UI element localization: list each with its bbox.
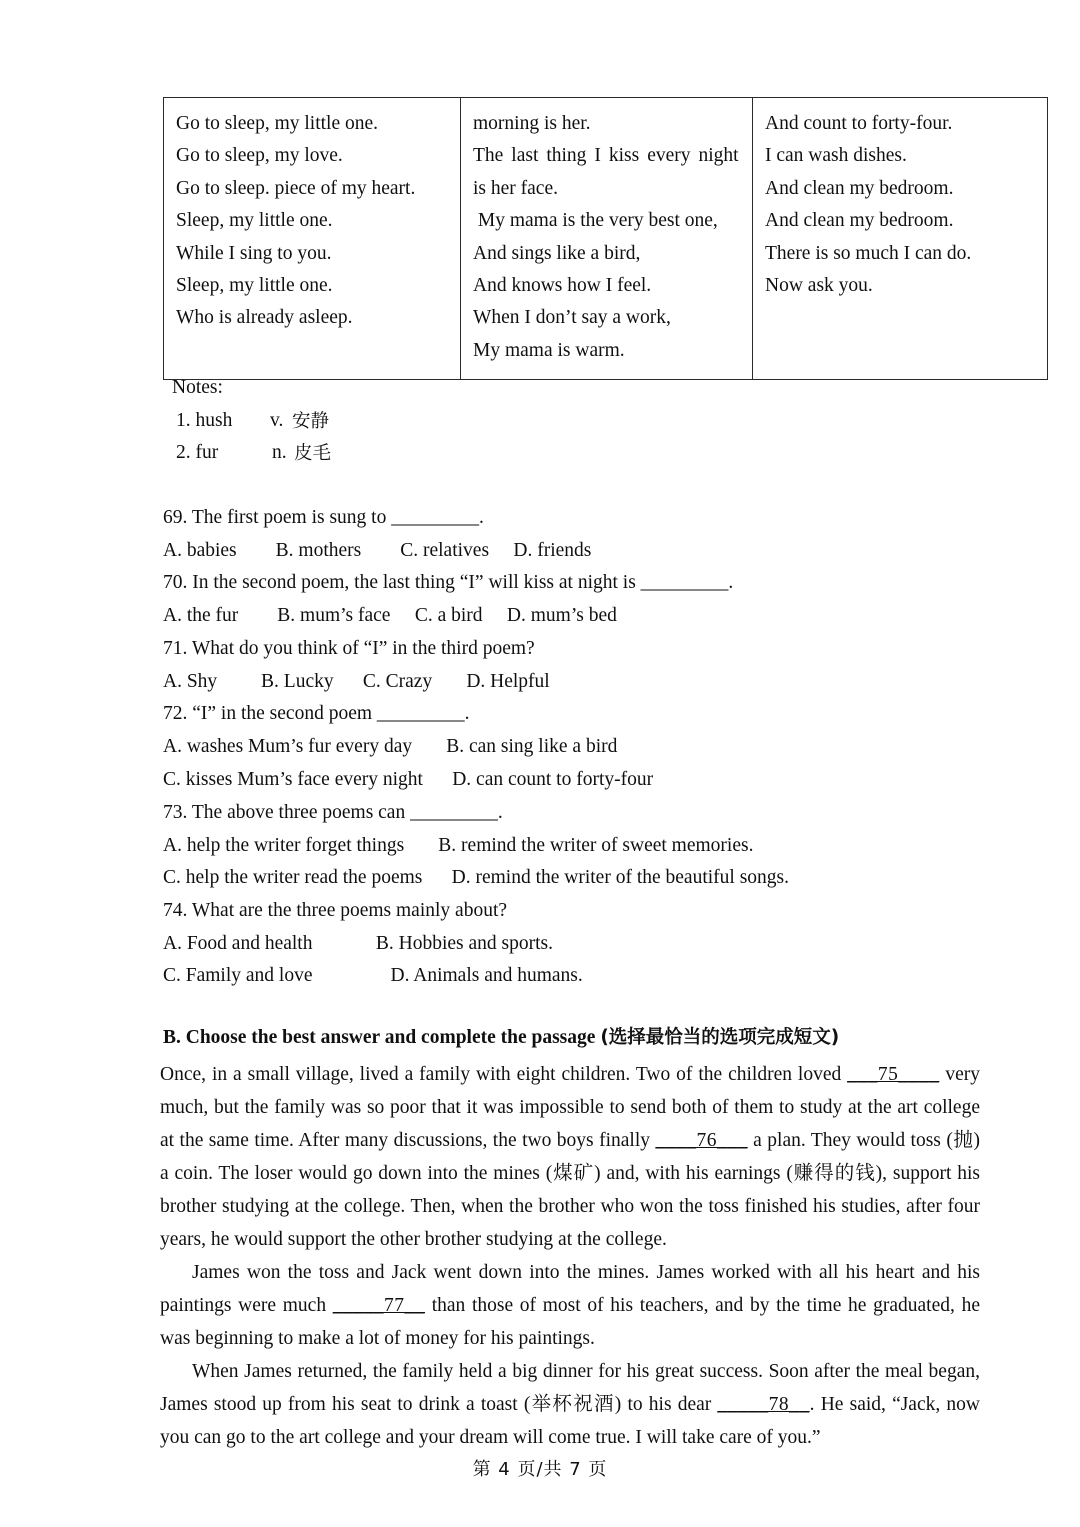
passage-body <box>160 1058 980 1454</box>
question-72-options-row2[interactable]: C. kisses Mum’s face every night D. can count to forty-four <box>163 769 654 790</box>
poem-line: Go to sleep. piece of my heart. <box>176 177 416 199</box>
question-74-stem: 74. What are the three poems mainly about? <box>163 900 508 921</box>
passage-paragraph-1 <box>160 1058 980 1256</box>
passage-text: . He said, “Jack, now you can go to the art college and your dream will come true. I will take care of you.” <box>160 1394 980 1448</box>
question-73-options-row2[interactable]: C. help the writer read the poems D. remind the writer of the beautiful songs. <box>163 867 789 888</box>
passage-blank[interactable]: ___75____ <box>847 1064 940 1085</box>
poem-line: Now ask you. <box>765 275 873 297</box>
poem-line: Sleep, my little one. <box>176 275 333 297</box>
question-72-options-row1[interactable]: A. washes Mum’s fur every day B. can sing like a bird <box>163 736 618 757</box>
poem-line: And clean my bedroom. <box>765 210 954 232</box>
page-footer: 第 4 页/共 7 页 <box>472 1459 608 1480</box>
passage-text: James won the toss and Jack went down into the mines. James worked with all his heart and his paintings were much <box>160 1262 980 1316</box>
passage-text: a plan. They would toss (抛) a coin. The loser would go down into the mines (煤矿) and, with his earnings (赚得的钱), support his brother studying at the college. Then, when the brother who won the toss finished his studies, after four years, he would support the other brother studying at the college. <box>160 1130 981 1250</box>
note-item-2-pos: n. <box>272 442 287 463</box>
note-item-1-term: 1. hush <box>176 410 233 431</box>
question-74-options-row1[interactable]: A. Food and health B. Hobbies and sports. <box>163 933 553 954</box>
section-b-heading-en: B. Choose the best answer and complete the passage <box>163 1027 601 1048</box>
poem-line: Go to sleep, my love. <box>176 145 343 167</box>
poem-line: And knows how I feel. <box>473 275 652 297</box>
poem-line: Go to sleep, my little one. <box>176 113 379 134</box>
question-70-stem: 70. In the second poem, the last thing “I” will kiss at night is _________. <box>163 572 734 593</box>
poem-line: And sings like a bird, <box>473 242 641 264</box>
passage-blank[interactable]: _____77__ <box>332 1295 426 1316</box>
passage-text: very much, but the family was so poor that it was impossible to send both of them to study at the art college at the same time. After many discussions, the two boys finally <box>160 1064 980 1151</box>
passage-paragraph-3 <box>160 1355 980 1454</box>
table-row <box>164 98 1048 380</box>
poem-line: Sleep, my little one. <box>176 210 333 232</box>
poem-line: Who is already asleep. <box>176 307 353 329</box>
question-74-options-row2[interactable]: C. Family and love D. Animals and humans. <box>163 965 583 986</box>
note-item-1-meaning: 安静 <box>292 411 330 432</box>
question-70-options[interactable]: A. the fur B. mum’s face C. a bird D. mum’s bed <box>163 605 617 626</box>
question-69-options[interactable]: A. babies B. mothers C. relatives D. friends <box>163 540 592 561</box>
passage-text: Once, in a small village, lived a family with eight children. Two of the children loved <box>160 1064 848 1085</box>
note-item-2-meaning: 皮毛 <box>294 443 332 464</box>
passage-blank[interactable]: ____76___ <box>655 1130 748 1151</box>
question-73-stem: 73. The above three poems can _________. <box>163 802 503 823</box>
passage-text: than those of most of his teachers, and by the time he graduated, he was beginning to make a lot of money for his paintings. <box>160 1295 980 1349</box>
poem-line: There is so much I can do. <box>765 242 972 264</box>
poem-line: The last thing I kiss every night <box>473 145 739 167</box>
poem-table <box>163 97 1048 380</box>
poem-line: And count to forty-four. <box>765 113 953 134</box>
question-73-options-row1[interactable]: A. help the writer forget things B. remind the writer of sweet memories. <box>163 835 754 856</box>
poem-line: While I sing to you. <box>176 242 332 264</box>
section-b-heading-cn: (选择最恰当的选项完成短文) <box>600 1027 840 1048</box>
passage-paragraph-2 <box>160 1256 980 1355</box>
note-item-2-term: 2. fur <box>176 442 219 463</box>
poem-column-2 <box>461 98 753 380</box>
note-item-1-pos: v. <box>270 410 284 431</box>
poem-column-3 <box>753 98 1048 380</box>
poem-line: My mama is the very best one, <box>473 210 718 232</box>
poem-line: is her face. <box>473 177 558 199</box>
poem-line: morning is her. <box>473 113 591 134</box>
question-69-stem: 69. The first poem is sung to _________. <box>163 507 484 528</box>
poem-column-1 <box>164 98 461 380</box>
poem-line: And clean my bedroom. <box>765 177 954 199</box>
question-71-stem: 71. What do you think of “I” in the third poem? <box>163 638 535 659</box>
passage-blank[interactable]: _____78__ <box>717 1394 810 1415</box>
section-b-heading <box>163 1026 839 1050</box>
notes-heading: Notes: <box>172 377 223 398</box>
question-72-stem: 72. “I” in the second poem _________. <box>163 703 470 724</box>
question-71-options[interactable]: A. Shy B. Lucky C. Crazy D. Helpful <box>163 671 550 692</box>
poem-line: I can wash dishes. <box>765 145 907 167</box>
poem-line: My mama is warm. <box>473 339 625 361</box>
poem-line: When I don’t say a work, <box>473 307 671 329</box>
passage-text: When James returned, the family held a big dinner for his great success. Soon after the meal began, James stood up from his seat to drink a toast (举杯祝酒) to his dear <box>160 1361 980 1415</box>
